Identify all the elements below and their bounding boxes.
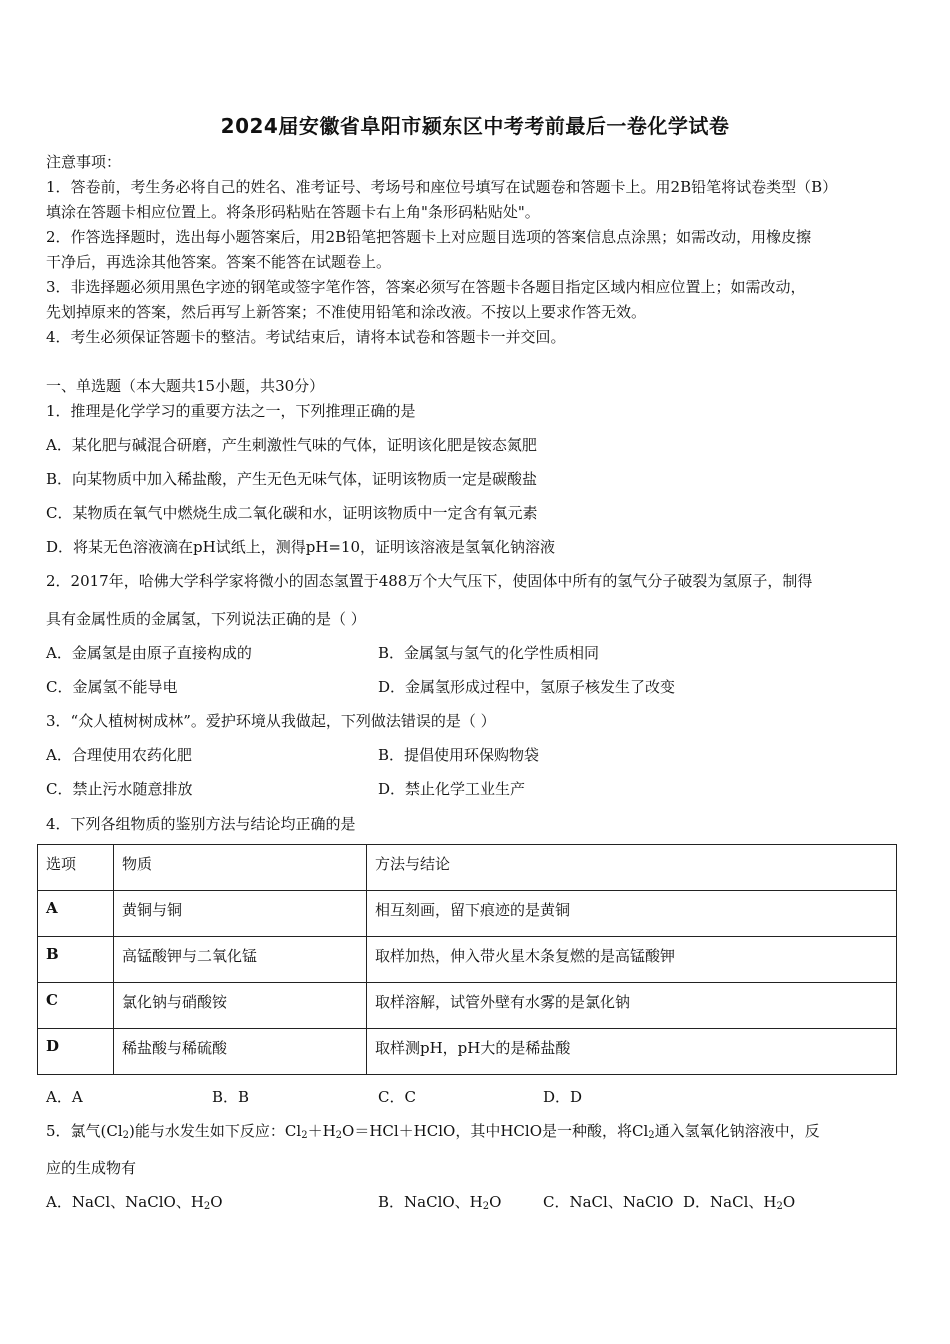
subscript: 2 [122, 1130, 130, 1141]
subscript: 2 [301, 1130, 308, 1141]
q3-option-c: C．禁止污水随意排放 [46, 780, 193, 798]
q4-stem: 4．下列各组物质的鉴别方法与结论均正确的是 [46, 815, 356, 833]
subscript: 2 [203, 1201, 211, 1212]
page-title: 2024届安徽省阜阳市颍东区中考考前最后一卷化学试卷 [220, 114, 730, 138]
q4-choice-d: D．D [543, 1088, 583, 1106]
q4-table [37, 844, 897, 1075]
notice-line: 填涂在答题卡相应位置上。将条形码粘贴在答题卡右上角"条形码粘贴处"。 [46, 203, 540, 221]
q5-stem-line2: 应的生成物有 [46, 1159, 137, 1177]
option-text: A．NaCl、NaClO、H [46, 1193, 204, 1211]
table-cell: 氯化钠与硝酸铵 [114, 983, 367, 1029]
notice-line: 3．非选择题必须用黑色字迹的钢笔或签字笔作答，答案必须写在答题卡各题目指定区域内相应位置上；如需改动， [46, 278, 806, 296]
table-header-cell: 选项 [38, 845, 114, 891]
table-cell: 相互刻画，留下痕迹的是黄铜 [367, 891, 897, 937]
table-header-row [38, 845, 897, 891]
table-cell: 取样加热，伸入带火星木条复燃的是高锰酸钾 [367, 937, 897, 983]
q2-stem-line2: 具有金属性质的金属氢，下列说法正确的是（ ） [46, 610, 366, 628]
subscript: 2 [482, 1201, 490, 1212]
table-header-cell: 物质 [114, 845, 367, 891]
q3-option-d: D．禁止化学工业生产 [378, 780, 526, 798]
table-cell: C [38, 983, 114, 1029]
q4-choice-c: C．C [378, 1088, 416, 1106]
table-cell: 黄铜与铜 [114, 891, 367, 937]
subscript: 2 [776, 1201, 783, 1212]
q1-option-d: D．将某无色溶液滴在pH试纸上，测得pH=10，证明该溶液是氢氧化钠溶液 [46, 538, 556, 556]
notice-line: 干净后，再选涂其他答案。答案不能答在试题卷上。 [46, 253, 392, 271]
notice-line: 先划掉原来的答案，然后再写上新答案；不准使用铅笔和涂改液。不按以上要求作答无效。 [46, 303, 647, 321]
table-cell: A [38, 891, 114, 937]
q2-option-d: D．金属氢形成过程中，氢原子核发生了改变 [378, 678, 676, 696]
table-cell: 稀盐酸与稀硫酸 [114, 1029, 367, 1075]
q5-stem-text: ＋H [307, 1122, 336, 1140]
table-row [38, 983, 897, 1029]
q5-option-c: C．NaCl、NaClO [543, 1193, 674, 1211]
table-cell: D [38, 1029, 114, 1075]
q2-option-c: C．金属氢不能导电 [46, 678, 178, 696]
section-heading: 一、单选题（本大题共15小题，共30分） [46, 377, 325, 395]
notice-line: 2．作答选择题时，选出每小题答案后，用2B铅笔把答题卡上对应题目选项的答案信息点涂黑；如需改动，用橡皮擦 [46, 228, 812, 246]
notice-line: 1．答卷前，考生务必将自己的姓名、准考证号、考场号和座位号填写在试题卷和答题卡上。用2B铅笔将试卷类型（B） [46, 178, 838, 196]
table-cell: B [38, 937, 114, 983]
table-cell: 取样溶解，试管外壁有水雾的是氯化钠 [367, 983, 897, 1029]
notice-line: 4．考生必须保证答题卡的整洁。考试结束后，请将本试卷和答题卡一并交回。 [46, 328, 566, 346]
table-row [38, 937, 897, 983]
option-text: O [489, 1193, 502, 1211]
q2-stem-line1: 2．2017年，哈佛大学科学家将微小的固态氢置于488万个大气压下，使固体中所有的氢气分子破裂为氢原子，制得 [46, 572, 813, 590]
subscript: 2 [648, 1130, 655, 1141]
q4-choice-a: A．A [46, 1088, 83, 1106]
q5-stem-text: 5．氯气(Cl [46, 1122, 123, 1140]
table-cell: 高锰酸钾与二氧化锰 [114, 937, 367, 983]
q1-option-b: B．向某物质中加入稀盐酸，产生无色无味气体，证明该物质一定是碳酸盐 [46, 470, 538, 488]
q5-stem-line1 [46, 1121, 906, 1146]
q3-option-b: B．提倡使用环保购物袋 [378, 746, 540, 764]
q5-stem-text: )能与水发生如下反应：Cl [129, 1122, 302, 1140]
q5-option-d [683, 1192, 795, 1217]
q4-choice-b: B．B [212, 1088, 250, 1106]
table-header-cell: 方法与结论 [367, 845, 897, 891]
q3-option-a: A．合理使用农药化肥 [46, 746, 192, 764]
q2-option-a: A．金属氢是由原子直接构成的 [46, 644, 252, 662]
table-row [38, 1029, 897, 1075]
q3-stem: 3．“众人植树树成林”。爱护环境从我做起，下列做法错误的是（ ） [46, 712, 496, 730]
option-text: O [782, 1193, 796, 1211]
table-row [38, 891, 897, 937]
subscript: 2 [335, 1130, 343, 1141]
table-cell: 取样测pH，pH大的是稀盐酸 [367, 1029, 897, 1075]
q5-option-b [378, 1192, 501, 1217]
q1-option-c: C．某物质在氧气中燃烧生成二氧化碳和水，证明该物质中一定含有氧元素 [46, 504, 538, 522]
option-text: D．NaCl、H [683, 1193, 777, 1211]
q5-stem-text: 通入氢氧化钠溶液中，反 [654, 1122, 820, 1140]
q2-option-b: B．金属氢与氢气的化学性质相同 [378, 644, 600, 662]
q5-stem-text: O＝HCl＋HClO，其中HClO是一种酸，将Cl [342, 1122, 649, 1140]
option-text: O [210, 1193, 223, 1211]
q1-option-a: A．某化肥与碱混合研磨，产生刺激性气味的气体，证明该化肥是铵态氮肥 [46, 436, 537, 454]
q1-stem: 1．推理是化学学习的重要方法之一，下列推理正确的是 [46, 402, 416, 420]
notice-heading: 注意事项： [46, 153, 122, 171]
option-text: B．NaClO、H [378, 1193, 483, 1211]
